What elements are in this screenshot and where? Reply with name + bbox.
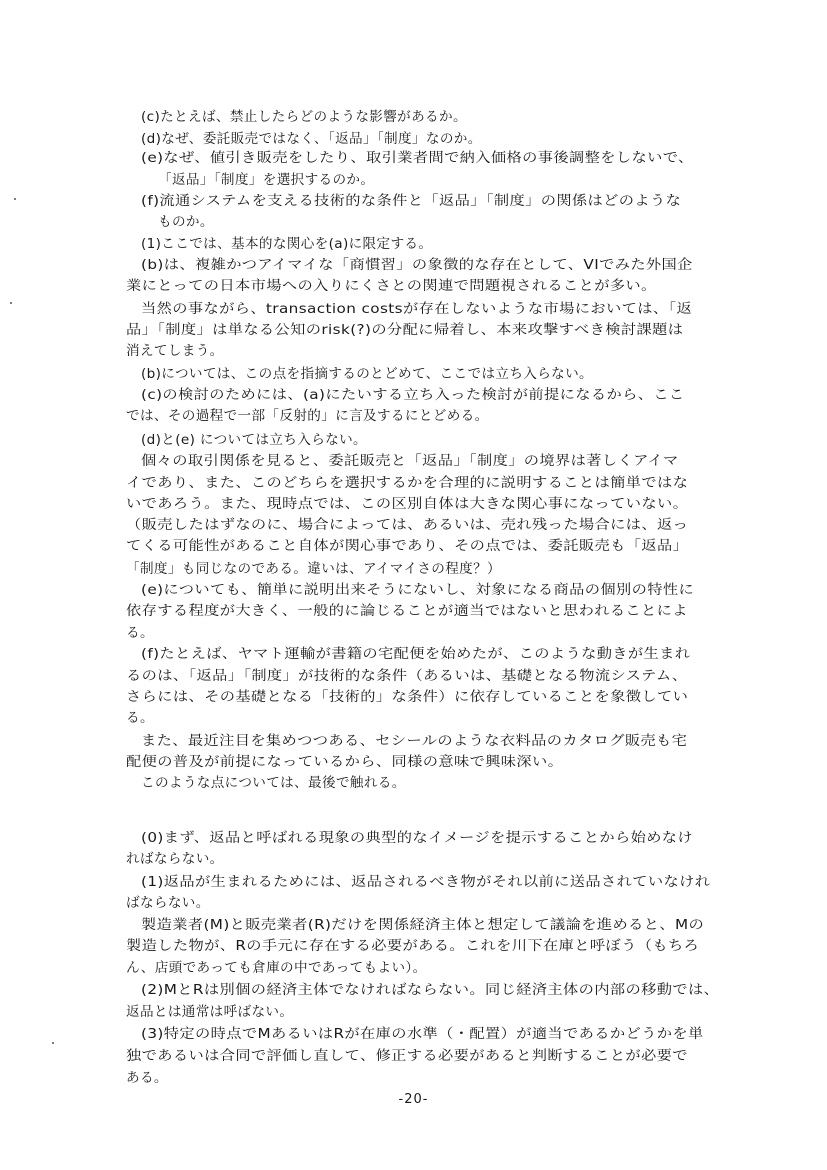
- text-line: 配便の普及が前提になっているから、同様の意味で興味深い。: [126, 754, 564, 770]
- text-line: ある。: [126, 1070, 168, 1086]
- text-line: (3)特定の時点でMあるいはRが在庫の水準（・配置）が適当であるかどうかを単: [141, 1026, 704, 1042]
- text-line: 製造した物が、Rの手元に存在する必要がある。これを川下在庫と呼ぼう（もちろ: [126, 938, 700, 954]
- text-line: ものか。: [158, 214, 214, 230]
- text-line: 「返品」「制度」を選択するのか。: [158, 172, 375, 188]
- text-line: るのは、「返品」「制度」が技術的な条件（あるいは、基礎となる物流システム、: [126, 668, 688, 684]
- text-line: では、その過程で一部「反射的」に言及するにとどめる。: [126, 408, 489, 424]
- text-line: る。: [126, 625, 154, 641]
- text-line: (e)についても、簡単に説明出来そうにないし、対象になる商品の個別の特性に: [141, 582, 695, 598]
- text-line: (c)の検討のためには、(a)にたいする立ち入った検討が前提になるから、ここ: [141, 387, 685, 403]
- text-line: (1)返品が生まれるためには、返品されるべき物がそれ以前に送品されていなけれ: [141, 874, 711, 890]
- text-line: (0)まず、返品と呼ばれる現象の典型的なイメージを提示することから始めなけ: [141, 830, 694, 846]
- text-line: 当然の事ながら、transaction costsが存在しないような市場においては、「返: [141, 301, 693, 317]
- text-line: てくる可能性があること自体が関心事であり、その点では、委託販売も「返品」: [126, 538, 689, 554]
- text-line: 消えてしまう。: [126, 343, 224, 359]
- text-line: ん、店頭であっても倉庫の中であってもよい）。: [126, 960, 427, 976]
- text-line: (f)たとえば、ヤマト運輸が書籍の宅配便を始めたが、このような動きが生まれ: [141, 646, 691, 662]
- text-line: (1)ここでは、基本的な関心を(a)に限定する。: [141, 236, 433, 252]
- text-line: 業にとっての日本市場への入りにくさとの関連で問題視されることが多い。: [126, 278, 657, 294]
- text-line: (f)流通システムを支える技術的な条件と「返品」「制度」の関係はどのような: [141, 193, 682, 209]
- text-line: (2)MとRは別個の経済主体でなければならない。同じ経済主体の内部の移動では、: [141, 982, 720, 998]
- scan-speck: [10, 302, 12, 304]
- scan-speck: [52, 1042, 54, 1044]
- text-line: る。: [126, 710, 154, 726]
- text-line: (c)たとえば、禁止したらどのような影響があるか。: [141, 109, 467, 125]
- text-line: （販売したはずなのに、場合によっては、あるいは、売れ残った場合には、返っ: [126, 517, 689, 533]
- text-line: 「制度」も同じなのである。違いは、アイマイさの程度？）: [126, 561, 501, 577]
- page-number: -20-: [398, 1092, 429, 1107]
- text-line: また、最近注目を集めつつある、セシールのような衣料品のカタログ販売も宅: [141, 733, 688, 749]
- text-line: ばならない。: [126, 895, 210, 911]
- text-line: ればならない。: [126, 851, 224, 867]
- scan-speck: [14, 198, 16, 200]
- text-line: このような点については、最後で触れる。: [141, 775, 406, 791]
- text-line: (e)なぜ、値引き販売をしたり、取引業者間で納入価格の事後調整をしないで、: [141, 150, 694, 166]
- text-line: (b)については、この点を指摘するのとどめて、ここでは立ち入らない。: [141, 366, 593, 382]
- text-line: 個々の取引関係を見ると、委託販売と「返品」「制度」の境界は著しくアイマ: [141, 453, 679, 469]
- text-line: 品」「制度」は単なる公知のrisk(?)の分配に帰着し、本来攻撃すべき検討課題は: [126, 322, 684, 338]
- text-line: (b)は、複雑かつアイマイな「商慣習」の象徴的な存在として、VIでみた外国企: [141, 257, 693, 273]
- text-line: 製造業者(M)と販売業者(R)だけを関係経済主体と想定して議論を進めると、Mの: [141, 917, 705, 933]
- text-line: (d)なぜ、委託販売ではなく、「返品」「制度」なのか。: [141, 131, 482, 147]
- text-line: 返品とは通常は呼ばない。: [126, 1004, 294, 1020]
- text-line: (d)と(e) については立ち入らない。: [141, 432, 367, 448]
- text-line: いであろう。また、現時点では、この区別自体は大きな関心事になっていない。: [126, 496, 689, 512]
- text-line: 依存する程度が大きく、一般的に論じることが適当ではないと思われることによ: [126, 603, 688, 619]
- text-line: 独であるいは合同で評価し直して、修正する必要があると判断することが必要で: [126, 1048, 688, 1064]
- text-line: イであり、また、このどちらを選択するかを合理的に説明することは簡単ではな: [126, 475, 689, 491]
- text-line: さらには、その基礎となる「技術的」な条件）に依存していることを象徴してい: [126, 689, 689, 705]
